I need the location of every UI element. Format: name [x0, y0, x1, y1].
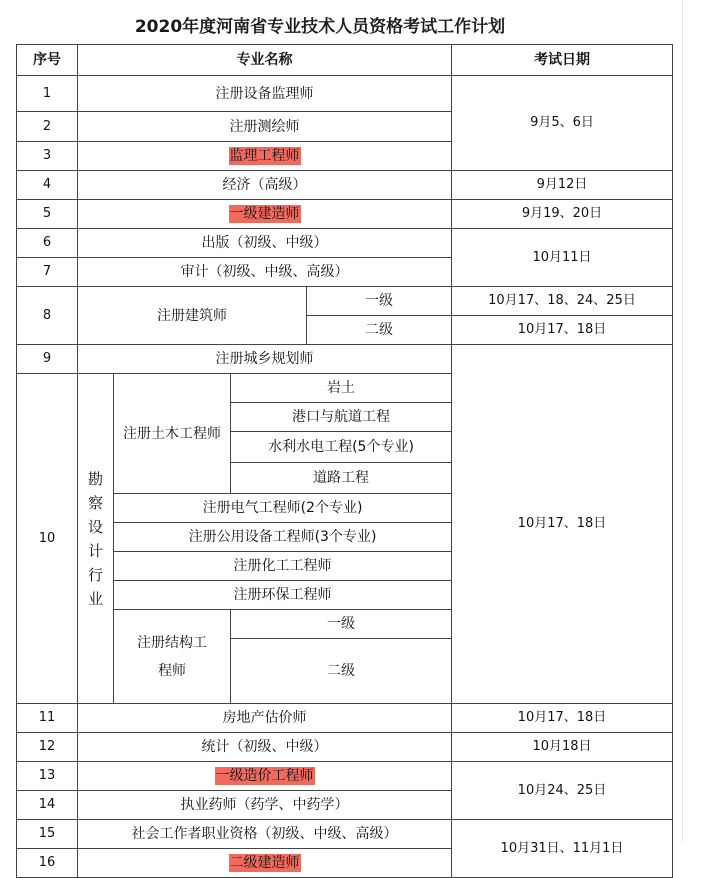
table-row — [17, 171, 673, 200]
seq-cell: 13 — [17, 762, 78, 791]
name-cell — [78, 762, 452, 791]
name-cell: 统计（初级、中级） — [78, 733, 452, 762]
group-label: 勘察设计行业 — [87, 469, 103, 608]
highlighted-name: 一级建造师 — [229, 206, 300, 222]
name-cell: 注册城乡规划师 — [78, 345, 452, 374]
seq-cell: 7 — [17, 258, 78, 287]
seq-cell: 6 — [17, 229, 78, 258]
structural-engineer-label: 注册结构工程师 — [137, 634, 207, 679]
name-cell — [78, 849, 452, 878]
sub-name-cell: 港口与航道工程 — [231, 403, 452, 432]
group-cell — [78, 374, 114, 704]
header-date: 考试日期 — [452, 45, 673, 76]
name-cell — [78, 142, 452, 171]
sub-name-cell: 道路工程 — [231, 463, 452, 494]
name-cell: 注册化工工程师 — [114, 552, 452, 581]
highlighted-name: 二级建造师 — [229, 855, 300, 871]
date-cell: 10月11日 — [452, 229, 673, 287]
seq-cell: 3 — [17, 142, 78, 171]
highlighted-name: 监理工程师 — [229, 148, 300, 164]
exam-schedule-table — [16, 44, 673, 878]
civil-engineer-cell — [114, 374, 231, 494]
highlighted-name: 一级造价工程师 — [215, 768, 314, 784]
civil-engineer-label: 注册土木工程师 — [123, 425, 221, 442]
header-name: 专业名称 — [78, 45, 452, 76]
date-cell: 9月19、20日 — [452, 200, 673, 229]
seq-cell: 10 — [17, 374, 78, 704]
sub-name-cell: 岩土 — [231, 374, 452, 403]
date-cell: 10月18日 — [452, 733, 673, 762]
seq-cell: 1 — [17, 76, 78, 112]
date-cell: 10月17、18日 — [452, 345, 673, 704]
name-cell: 出版（初级、中级） — [78, 229, 452, 258]
table-row — [17, 76, 673, 112]
seq-cell: 14 — [17, 791, 78, 820]
name-cell: 注册公用设备工程师(3个专业) — [114, 523, 452, 552]
name-cell: 社会工作者职业资格（初级、中级、高级） — [78, 820, 452, 849]
date-cell: 10月31日、11月1日 — [452, 820, 673, 878]
page-title: 2020年度河南省专业技术人员资格考试工作计划 — [134, 17, 506, 37]
seq-cell: 11 — [17, 704, 78, 733]
name-cell — [78, 200, 452, 229]
seq-cell: 5 — [17, 200, 78, 229]
date-cell: 9月12日 — [452, 171, 673, 200]
name-cell: 审计（初级、中级、高级） — [78, 258, 452, 287]
date-cell: 10月24、25日 — [452, 762, 673, 820]
name-cell: 注册建筑师 — [78, 287, 307, 345]
seq-cell: 9 — [17, 345, 78, 374]
sub-name-cell: 二级 — [307, 316, 452, 345]
seq-cell: 8 — [17, 287, 78, 345]
seq-cell: 15 — [17, 820, 78, 849]
seq-cell: 12 — [17, 733, 78, 762]
table-row — [17, 229, 673, 258]
table-row — [17, 704, 673, 733]
header-seq: 序号 — [17, 45, 78, 76]
date-cell: 10月17、18、24、25日 — [452, 287, 673, 316]
page-edge-divider — [682, 0, 683, 842]
name-cell: 注册测绘师 — [78, 112, 452, 142]
date-cell: 9月5、6日 — [452, 76, 673, 171]
name-cell: 注册设备监理师 — [78, 76, 452, 112]
name-cell: 执业药师（药学、中药学） — [78, 791, 452, 820]
sub-name-cell: 一级 — [231, 610, 452, 639]
table-row — [17, 345, 673, 374]
table-row — [17, 287, 673, 316]
date-cell: 10月17、18日 — [452, 704, 673, 733]
sub-name-cell: 水利水电工程(5个专业) — [231, 432, 452, 463]
date-cell: 10月17、18日 — [452, 316, 673, 345]
structural-engineer-cell — [114, 610, 231, 704]
seq-cell: 2 — [17, 112, 78, 142]
sub-name-cell: 二级 — [231, 639, 452, 704]
sub-name-cell: 一级 — [307, 287, 452, 316]
seq-cell: 4 — [17, 171, 78, 200]
seq-cell: 16 — [17, 849, 78, 878]
name-cell: 注册环保工程师 — [114, 581, 452, 610]
table-row — [17, 762, 673, 791]
name-cell: 注册电气工程师(2个专业) — [114, 494, 452, 523]
table-row — [17, 200, 673, 229]
name-cell: 房地产估价师 — [78, 704, 452, 733]
table-row — [17, 733, 673, 762]
table-row — [17, 820, 673, 849]
name-cell: 经济（高级） — [78, 171, 452, 200]
header-row — [17, 45, 673, 76]
